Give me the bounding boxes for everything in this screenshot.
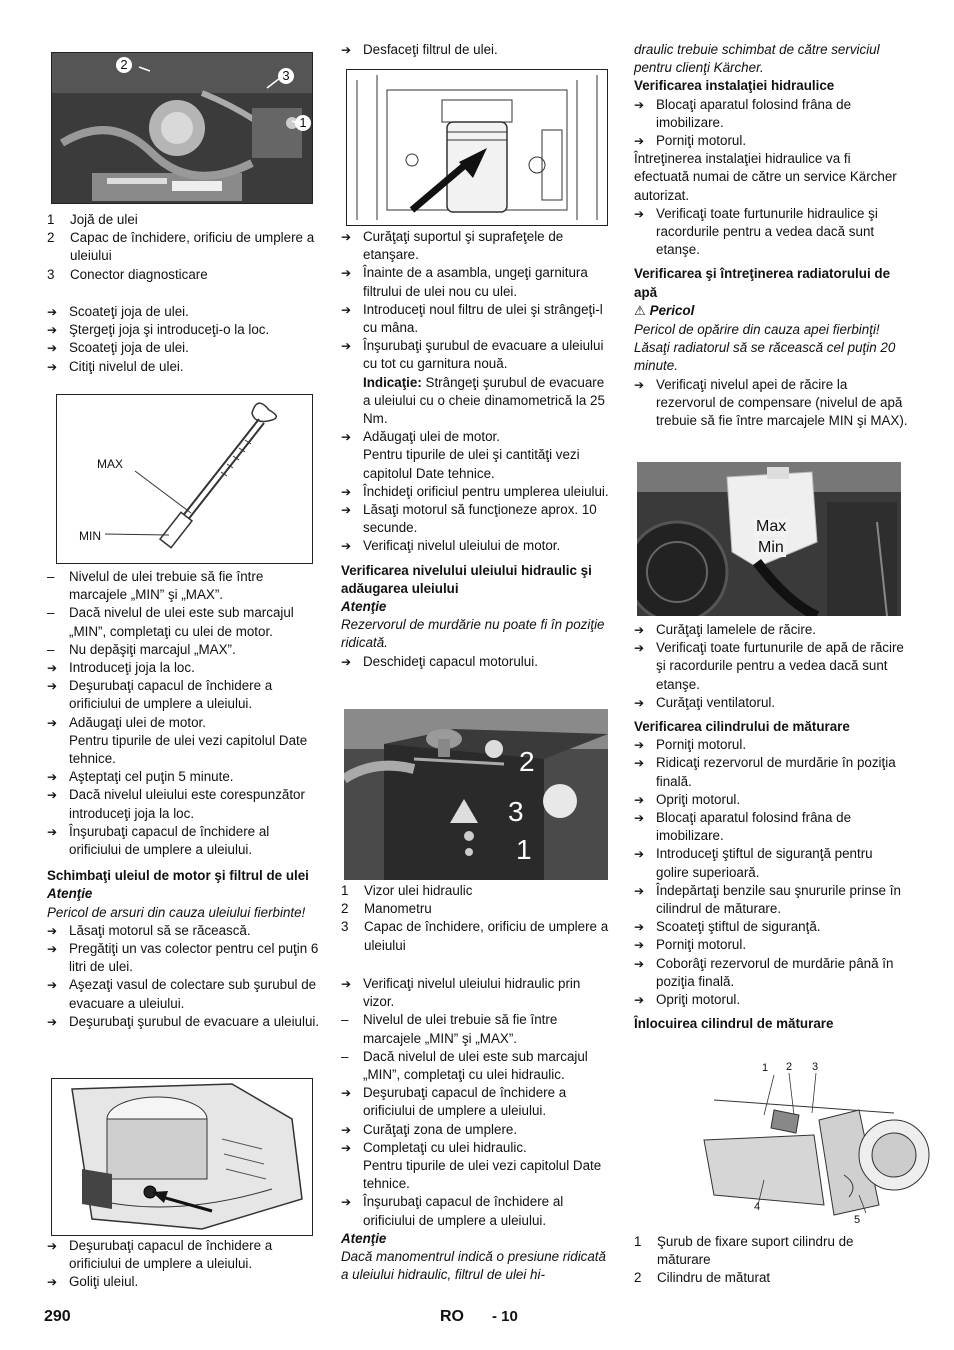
oil-filter-figure	[346, 69, 608, 226]
step-item: ➔ Introduceţi noul filtru de ulei şi strângeţi-l cu mâna.	[341, 301, 614, 337]
callout-3: 3	[812, 1061, 819, 1073]
step-item: ➔ Înşurubaţi şurubul de evacuare a uleiului cu tot cu garnitura nouă. Indicaţie: Strângeţi şurubul de evacuare a uleiului cu o cheie dinamometrică la 25 Nm.	[341, 337, 614, 428]
step-filter	[341, 41, 614, 59]
step-item: ➔ Verificaţi toate furtunurile hidraulice şi racordurile pentru a vedea dacă sunt etanşe.	[634, 205, 908, 260]
coolant-max-label: Max	[756, 518, 787, 535]
section-heading-oil-change: Schimbaţi uleiul de motor şi filtrul de ulei	[47, 868, 309, 884]
section-heading-cylinder-check: Verificarea cilindrului de măturare	[634, 719, 850, 735]
callout-3: 3	[508, 796, 524, 827]
step-item: ➔ Verificaţi nivelul uleiului de motor.	[341, 537, 614, 555]
step-item: ➔ Scoateţi joja de ulei.	[47, 303, 323, 321]
max-label: MAX	[97, 457, 124, 471]
step-item: ➔ Porniţi motorul.	[634, 736, 908, 754]
callout-2: 2	[116, 57, 132, 73]
step-item: ➔ Deschideţi capacul motorului.	[341, 653, 614, 671]
step-item: ➔ Citiţi nivelul de ulei.	[47, 358, 323, 376]
step-item: ➔ Blocaţi aparatul folosind frâna de imobilizare.	[634, 96, 908, 132]
step-item: ➔ Curăţaţi zona de umplere.	[341, 1121, 614, 1139]
language-code: RO	[440, 1308, 464, 1325]
step-item: ➔ Lăsaţi motorul să se răcească.	[47, 922, 323, 940]
attention-label: Atenţie	[47, 886, 93, 902]
steps-dipstick	[47, 303, 323, 376]
callout-1: 1	[516, 834, 532, 865]
continued-text: draulic trebuie schimbat de către serviciul pentru clienţi Kärcher.	[634, 42, 880, 76]
step-item: ➔ Adăugaţi ulei de motor. Pentru tipurile de ulei vezi capitolul Date tehnice.	[47, 714, 323, 769]
step-item: ➔ Introduceţi ştiftul de siguranţă pentru golire superioară.	[634, 845, 908, 881]
coolant-min-label: Min	[758, 539, 784, 556]
step-item: ➔ Pregătiţi un vas colector pentru cel puţin 6 litri de ulei.	[47, 940, 323, 976]
step-item: ➔ Verificaţi nivelul uleiului hidraulic prin vizor.	[341, 975, 614, 1011]
step-item: ➔ Dacă nivelul uleiului este corespunzător introduceţi joja la loc.	[47, 786, 323, 822]
step-item: ➔ Ştergeţi joja şi introduceţi-o la loc.	[47, 321, 323, 339]
hydraulic-tank-photo	[344, 709, 608, 880]
legend-item: 2 Manometru	[341, 901, 432, 917]
step-item: ➔ Deşurubaţi capacul de închidere a orificiului de umplere a uleiului.	[47, 677, 323, 713]
step-item: ➔ Deşurubaţi şurubul de evacuare a uleiului.	[47, 1013, 323, 1031]
callout-1: 1	[762, 1062, 769, 1074]
callout-2: 2	[786, 1061, 793, 1073]
attention-text: Pericol de arsuri din cauza uleiului fierbinte!	[47, 904, 306, 920]
step-item: ➔ Coborâţi rezervorul de murdărie până în poziţia finală.	[634, 955, 908, 991]
step-item: ➔ Porniţi motorul.	[634, 936, 908, 954]
step-item: ➔ Introduceţi joja la loc.	[47, 659, 323, 677]
steps-drain	[47, 1237, 323, 1292]
attention-label: Atenţie	[341, 599, 387, 615]
legend-item: 3 Conector diagnosticare	[47, 266, 208, 282]
step-item: ➔ Curăţaţi suportul şi suprafeţele de etanşare.	[341, 228, 614, 264]
steps-filter-install	[341, 228, 614, 671]
drain-plug-figure	[51, 1078, 313, 1236]
section-heading-hydraulic-level: Verificarea nivelului uleiului hidraulic şi adăugarea uleiului	[341, 562, 592, 596]
dash-item: – Nu depăşiţi marcajul „MAX”.	[47, 641, 323, 659]
step-item: ➔ Lăsaţi motorul să funcţioneze aprox. 10 secunde.	[341, 501, 614, 537]
hydraulic-install-section	[634, 41, 908, 430]
step-item: ➔ Verificaţi toate furtunurile de apă de răcire şi racordurile pentru a vedea dacă sunt etanşe.	[634, 639, 908, 694]
page-number: 290	[44, 1308, 71, 1325]
step-item: ➔ Adăugaţi ulei de motor. Pentru tipurile de ulei şi cantităţi vezi capitolul Date tehnice.	[341, 428, 614, 483]
step-item: ➔ Completaţi cu ulei hidraulic. Pentru tipurile de ulei vezi capitolul Date tehnice.	[341, 1139, 614, 1194]
engine-illustration	[52, 53, 313, 204]
legend-item: 1 Şurub de fixare suport cilindru de măturare	[634, 1234, 854, 1268]
dash-item: – Dacă nivelul de ulei este sub marcajul „MIN”, completaţi cu ulei hidraulic.	[341, 1048, 614, 1084]
sweep-cylinder-figure	[694, 1055, 934, 1225]
step-item: ➔ Scoateţi joja de ulei.	[47, 339, 323, 357]
step-item: ➔ Ridicaţi rezervorul de murdărie în poziţia finală.	[634, 754, 908, 790]
coolant-tank-photo	[637, 462, 901, 616]
step-item: ➔ Îndepărtaţi benzile sau şnururile prinse în cilindrul de măturare.	[634, 882, 908, 918]
step-item: ➔ Desfaceţi filtrul de ulei.	[341, 41, 614, 59]
step-item: ➔ Închideţi orificiul pentru umplerea uleiului.	[341, 483, 614, 501]
dash-item: – Nivelul de ulei trebuie să fie între marcajele „MIN” şi „MAX”.	[341, 1011, 614, 1047]
min-label: MIN	[79, 529, 101, 543]
steps-oil-level	[47, 568, 323, 1031]
step-item: ➔ Aşezaţi vasul de colectare sub şurubul de evacuare a uleiului.	[47, 976, 323, 1012]
danger-label: ⚠ Pericol	[634, 302, 908, 321]
legend-item: 2 Capac de închidere, orificiu de umplere a uleiului	[47, 230, 315, 264]
legend-item: 1 Vizor ulei hidraulic	[341, 883, 473, 898]
step-item: ➔ Opriţi motorul.	[634, 991, 908, 1009]
danger-text: Pericol de opărire din cauza apei fierbinţi! Lăsaţi radiatorul să se răcească cel puţin 20 minute.	[634, 322, 896, 374]
step-item: ➔ Înşurubaţi capacul de închidere al orificiului de umplere a uleiului.	[341, 1193, 614, 1229]
dipstick-figure	[56, 394, 313, 564]
step-item: ➔ Scoateţi ştiftul de siguranţă.	[634, 918, 908, 936]
dash-item: – Nivelul de ulei trebuie să fie între marcajele „MIN” şi „MAX”.	[47, 568, 323, 604]
step-item: ➔ Verificaţi nivelul apei de răcire la rezervorul de compensare (nivelul de apă trebuie să fie între marcajele MIN şi MAX).	[634, 376, 908, 431]
note-label: Indicaţie:	[363, 374, 422, 390]
legend-item: 3 Capac de închidere, orificiu de umplere a uleiului	[341, 919, 609, 953]
step-item: ➔ Înainte de a asambla, ungeţi garnitura filtrului de ulei nou cu ulei.	[341, 264, 614, 300]
step-item: ➔ Deşurubaţi capacul de închidere a orificiului de umplere a uleiului.	[341, 1084, 614, 1120]
legend-fig1	[47, 211, 323, 284]
oil-filter-illustration	[347, 70, 608, 226]
drain-plug-illustration	[52, 1079, 313, 1236]
hydraulic-tank-illustration	[344, 709, 608, 880]
attention-text: Rezervorul de murdărie nu poate fi în poziţie ridicată.	[341, 617, 605, 651]
dash-item: – Dacă nivelul de ulei este sub marcajul „MIN”, completaţi cu ulei de motor.	[47, 604, 323, 640]
attention-label: Atenţie	[341, 1230, 387, 1246]
callout-5: 5	[854, 1214, 861, 1226]
attention-text: Dacă manomentrul indică o presiune ridicată a uleiului hidraulic, filtrul de ulei hi-	[341, 1249, 606, 1283]
step-item: ➔ Aşteptaţi cel puţin 5 minute.	[47, 768, 323, 786]
callout-1: 1	[295, 115, 311, 131]
step-item: ➔ Curăţaţi lamelele de răcire.	[634, 621, 908, 639]
section-heading-radiator: Verificarea şi întreţinerea radiatorului de apă	[634, 266, 891, 300]
callout-4: 4	[754, 1201, 761, 1213]
step-item: ➔ Porniţi motorul.	[634, 132, 908, 150]
section-heading-cylinder-replace: Înlocuirea cilindrul de măturare	[634, 1016, 834, 1032]
step-item: ➔ Deşurubaţi capacul de închidere a orificiului de umplere a uleiului.	[47, 1237, 323, 1273]
legend-cylinder	[634, 1233, 908, 1288]
step-item: ➔ Goliţi uleiul.	[47, 1273, 323, 1291]
steps-hydraulic-fill	[341, 975, 614, 1284]
step-item: ➔ Opriţi motorul.	[634, 791, 908, 809]
step-item: ➔ Înşurubaţi capacul de închidere al orificiului de umplere a uleiului.	[47, 823, 323, 859]
step-item: ➔ Blocaţi aparatul folosind frâna de imobilizare.	[634, 809, 908, 845]
sweep-cylinder-illustration	[694, 1055, 934, 1225]
paragraph: Întreţinerea instalaţiei hidraulice va fi efectuată numai de către un service Kärcher autorizat.	[634, 151, 897, 203]
engine-photo	[51, 52, 313, 204]
callout-2: 2	[519, 746, 535, 777]
legend-item: 2 Cilindru de măturat	[634, 1270, 771, 1286]
callout-3: 3	[278, 68, 294, 84]
section-heading-hydraulic-install: Verificarea instalaţiei hidraulice	[634, 78, 835, 94]
legend-item: 1 Jojă de ulei	[47, 212, 138, 227]
page-sub-number: - 10	[492, 1308, 518, 1325]
warning-icon: ⚠	[634, 303, 646, 319]
step-item: ➔ Curăţaţi ventilatorul.	[634, 694, 908, 712]
legend-hydraulic	[341, 882, 614, 955]
radiator-steps	[634, 621, 908, 1033]
